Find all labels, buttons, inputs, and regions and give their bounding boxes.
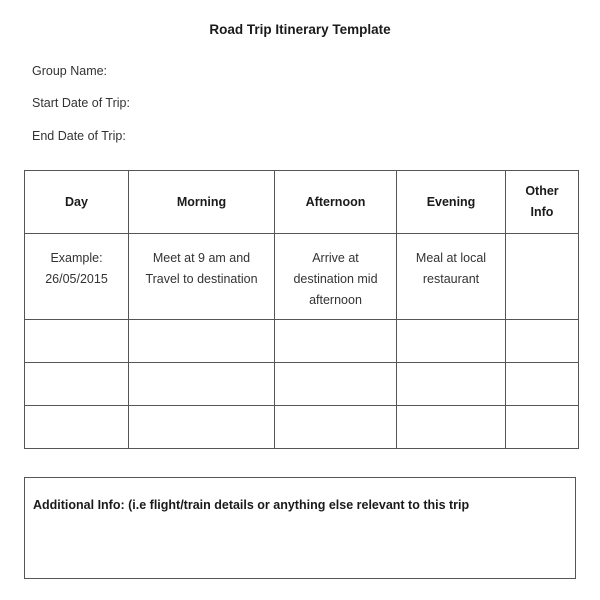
end-date-label: End Date of Trip: (32, 129, 126, 143)
header-evening: Evening (397, 171, 506, 234)
additional-info-label: Additional Info: (i.e flight/train details or anything else relevant to this trip (33, 498, 470, 512)
empty-cell[interactable] (397, 320, 506, 363)
empty-cell[interactable] (25, 363, 129, 406)
empty-cell[interactable] (25, 406, 129, 449)
empty-cell[interactable] (275, 406, 397, 449)
empty-cell[interactable] (275, 363, 397, 406)
group-name-label: Group Name: (32, 64, 108, 78)
header-day: Day (25, 171, 129, 234)
empty-cell[interactable] (129, 363, 275, 406)
header-morning: Morning (129, 171, 275, 234)
example-evening-cell[interactable]: Meal at local restaurant (397, 234, 506, 320)
empty-cell[interactable] (397, 363, 506, 406)
example-other-cell[interactable] (506, 234, 579, 320)
empty-cell[interactable] (275, 320, 397, 363)
header-afternoon: Afternoon (275, 171, 397, 234)
example-row (25, 234, 579, 320)
empty-cell[interactable] (397, 406, 506, 449)
itinerary-table (24, 170, 579, 449)
example-afternoon-cell[interactable]: Arrive at destination mid afternoon (275, 234, 397, 320)
empty-cell[interactable] (129, 320, 275, 363)
empty-cell[interactable] (129, 406, 275, 449)
empty-cell[interactable] (506, 406, 579, 449)
empty-cell[interactable] (25, 320, 129, 363)
table-row (25, 363, 579, 406)
document-title: Road Trip Itinerary Template (209, 22, 391, 37)
start-date-label: Start Date of Trip: (32, 96, 130, 110)
additional-info-box[interactable] (24, 477, 576, 579)
table-header-row (25, 171, 579, 234)
example-morning-cell[interactable]: Meet at 9 am and Travel to destination (129, 234, 275, 320)
table-row (25, 406, 579, 449)
example-day-cell[interactable]: Example: 26/05/2015 (25, 234, 129, 320)
table-row (25, 320, 579, 363)
empty-cell[interactable] (506, 363, 579, 406)
header-other-info: Other Info (506, 171, 579, 234)
empty-cell[interactable] (506, 320, 579, 363)
